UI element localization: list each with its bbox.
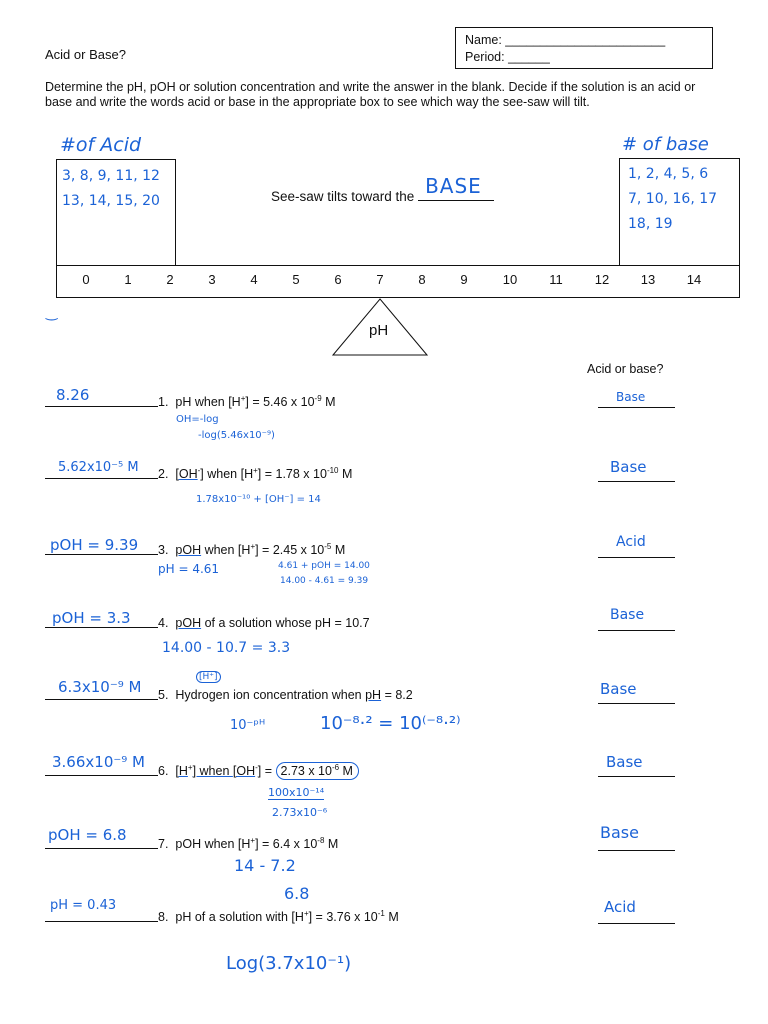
name-period-box <box>455 27 713 69</box>
question-text: [OH <box>175 467 198 481</box>
instructions: Determine the pH, pOH or solution concentration and write the answer in the blank. Decide if the solution is an acid or base and write the words acid or base in the appropriate box to see which way the see-saw will tilt. <box>45 80 696 109</box>
work-3c: 14.00 - 4.61 = 9.39 <box>280 576 369 586</box>
question-text: M <box>321 395 336 409</box>
superscript: + <box>250 542 256 551</box>
acid-base-blank-4[interactable] <box>598 629 675 631</box>
superscript: - <box>255 763 258 772</box>
base-values-line-3: 18, 19 <box>628 216 673 232</box>
superscript: -5 <box>324 542 332 551</box>
ph-scale-number-12: 12 <box>594 272 610 287</box>
question-text: of a solution whose pH = 10.7 <box>201 616 370 630</box>
ph-scale-number-5: 5 <box>292 272 300 287</box>
ph-scale-number-2: 2 <box>166 272 174 287</box>
question-text: = <box>261 764 276 778</box>
superscript: + <box>240 394 246 403</box>
superscript: -10 <box>326 466 339 475</box>
tilt-text: See-saw tilts toward the <box>271 189 415 204</box>
ph-scale-number-3: 3 <box>208 272 216 287</box>
question-text: pOH <box>175 543 202 557</box>
acid-base-blank-3[interactable] <box>598 556 675 558</box>
question-text: ] when <box>192 764 233 778</box>
base-box[interactable] <box>619 158 740 266</box>
question-number: 6. <box>158 764 169 778</box>
work-6a: 100x10⁻¹⁴ <box>268 786 325 799</box>
question-text: pOH when [H <box>175 837 251 851</box>
acid-base-blank-2[interactable] <box>598 480 675 482</box>
work-8: Log(3.7x10⁻¹) <box>226 953 352 974</box>
circled-value <box>276 762 359 780</box>
question-number: 2. <box>158 467 169 481</box>
fulcrum-label: pH <box>369 322 389 339</box>
work-6b: 2.73x10⁻⁶ <box>272 806 328 819</box>
question-text: ] = 3.76 x 10 <box>308 910 378 924</box>
tilt-answer-blank[interactable] <box>418 174 494 201</box>
ph-scale-number-7: 7 <box>376 272 384 287</box>
acid-base-7: Base <box>600 823 639 842</box>
ph-scale-number-6: 6 <box>334 272 342 287</box>
question-text: M <box>331 543 346 557</box>
period-field[interactable]: Period: ______ <box>465 50 550 64</box>
acid-base-8: Acid <box>604 898 636 916</box>
superscript: -9 <box>314 394 322 403</box>
question-text: M <box>324 837 339 851</box>
pen-mark: ‿ <box>46 305 58 321</box>
acid-base-5: Base <box>600 680 637 698</box>
work-7a: 14 - 7.2 <box>234 856 296 875</box>
question-text: ] = 1.78 x 10 <box>257 467 327 481</box>
work-3a: pH = 4.61 <box>158 562 220 576</box>
question-number: 8. <box>158 910 169 924</box>
question-text: Hydrogen ion concentration when <box>175 688 366 702</box>
ph-scale-number-0: 0 <box>82 272 90 287</box>
question-text: pH of a solution with [H <box>175 910 304 924</box>
question-text: pH when [H <box>175 395 241 409</box>
work-1a: OH=-log <box>176 414 219 425</box>
base-values-line-1: 1, 2, 4, 5, 6 <box>628 166 709 182</box>
superscript: + <box>253 466 258 475</box>
work-2: 1.78x10⁻¹⁰ + [OH⁻] = 14 <box>196 494 321 505</box>
work-3b: 4.61 + pOH = 14.00 <box>278 561 370 571</box>
question-text: M <box>384 910 399 924</box>
question-text: 2.73 x 10 <box>280 764 332 778</box>
question-text: ] = 5.46 x 10 <box>245 395 315 409</box>
superscript: -1 <box>377 909 385 918</box>
superscript: -6 <box>331 763 340 772</box>
answer-3: pOH = 9.39 <box>50 536 139 554</box>
acid-base-3: Acid <box>616 534 646 550</box>
superscript: + <box>250 836 256 845</box>
name-field[interactable]: Name: _______________________ <box>465 33 666 47</box>
question-text: M <box>339 764 353 778</box>
question-text: ] = 6.4 x 10 <box>255 837 318 851</box>
ph-scale-number-9: 9 <box>460 272 468 287</box>
ph-scale-number-1: 1 <box>124 272 132 287</box>
question-number: 3. <box>158 543 169 557</box>
acid-values-line-1: 3, 8, 9, 11, 12 <box>62 168 160 184</box>
superscript: -8 <box>317 836 325 845</box>
answer-5: 6.3x10⁻⁹ M <box>58 678 142 696</box>
acid-base-2: Base <box>610 458 647 476</box>
answer-6: 3.66x10⁻⁹ M <box>52 753 146 771</box>
base-count-label: # of base <box>622 134 709 155</box>
acid-base-blank-8[interactable] <box>598 922 675 924</box>
answer-7: pOH = 6.8 <box>48 826 127 844</box>
superscript: + <box>303 909 309 918</box>
question-text: pH <box>365 688 382 702</box>
question-number: 4. <box>158 616 169 630</box>
acid-values-line-2: 13, 14, 15, 20 <box>62 193 160 209</box>
answer-2: 5.62x10⁻⁵ M <box>58 460 139 475</box>
superscript: + <box>187 763 193 772</box>
answer-1: 8.26 <box>56 386 90 404</box>
acid-or-base-header: Acid or base? <box>587 362 664 376</box>
question-text: ] <box>257 764 262 778</box>
ph-scale-number-8: 8 <box>418 272 426 287</box>
tilt-answer: BASE <box>425 174 482 198</box>
acid-base-blank-1[interactable] <box>598 406 675 408</box>
acid-count-label: #of Acid <box>60 134 142 156</box>
acid-base-6: Base <box>606 753 643 771</box>
acid-box[interactable] <box>56 159 176 266</box>
ph-scale-number-13: 13 <box>640 272 656 287</box>
question-text: ] when [H <box>200 467 254 481</box>
acid-base-blank-7[interactable] <box>598 849 675 851</box>
tilt-sentence <box>271 174 494 204</box>
question-text: = 8.2 <box>381 688 413 702</box>
base-values-line-2: 7, 10, 16, 17 <box>628 191 718 207</box>
work-5c: 10⁻⁸·² = 10⁽⁻⁸·²⁾ <box>320 713 461 734</box>
acid-base-4: Base <box>610 607 645 623</box>
ph-scale-number-10: 10 <box>502 272 518 287</box>
worksheet-title: Acid or Base? <box>45 47 126 62</box>
work-5b: 10⁻ᵖᴴ <box>230 718 266 733</box>
ph-scale-number-4: 4 <box>250 272 258 287</box>
ph-scale-number-11: 11 <box>549 272 563 287</box>
question-text: M <box>338 467 353 481</box>
acid-base-blank-6[interactable] <box>598 775 675 777</box>
work-1b: -log(5.46x10⁻⁹) <box>198 430 275 441</box>
question-number: 7. <box>158 837 169 851</box>
acid-base-1: Base <box>616 390 646 404</box>
question-text: pOH <box>175 616 202 630</box>
work-5a: [H⁺] <box>196 671 221 683</box>
acid-base-blank-5[interactable] <box>598 702 675 704</box>
question-text: [H <box>175 764 188 778</box>
answer-4: pOH = 3.3 <box>52 609 131 627</box>
ph-scale-number-14: 14 <box>686 272 702 287</box>
question-number: 1. <box>158 395 169 409</box>
question-text: [OH <box>232 764 256 778</box>
answer-8: pH = 0.43 <box>50 898 117 913</box>
question-number: 5. <box>158 688 169 702</box>
work-4: 14.00 - 10.7 = 3.3 <box>162 640 291 656</box>
work-7b: 6.8 <box>284 884 310 903</box>
question-text: ] = 2.45 x 10 <box>255 543 325 557</box>
superscript: - <box>197 466 201 475</box>
question-text: when [H <box>201 543 251 557</box>
